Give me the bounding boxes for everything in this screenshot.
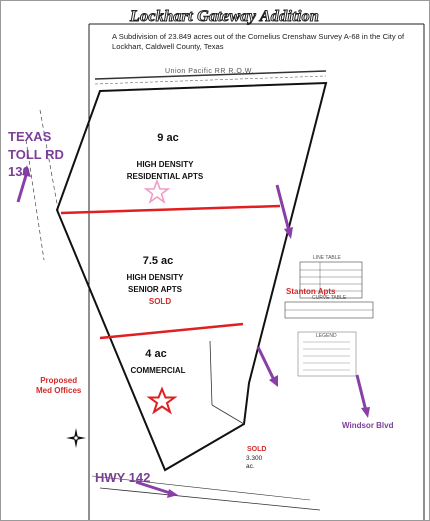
map-border — [1, 1, 430, 521]
parcel-1-use: HIGH DENSITY RESIDENTIAL APTS — [126, 160, 204, 181]
stanton-apts-label: Stanton Apts — [286, 287, 336, 296]
railroad-label: Union Pacific RR R.O.W. — [165, 68, 254, 75]
parcel-divider-1 — [61, 206, 280, 213]
line-table-title: LINE TABLE — [313, 255, 341, 261]
parcel-1-acres: 9 ac — [157, 132, 179, 144]
curve-table-title: CURVE TABLE — [312, 295, 347, 301]
residential-star-icon — [146, 181, 168, 202]
parcel-3-use: COMMERCIAL — [130, 366, 186, 375]
commercial-star-icon — [150, 389, 175, 412]
stanton-arrow-upper-icon — [277, 185, 289, 231]
parcel-3-acres: 4 ac — [145, 348, 167, 360]
parcel-2-use: HIGH DENSITY SENIOR APTS — [126, 273, 184, 294]
commercial-inner-line — [210, 341, 212, 405]
arrows — [18, 165, 370, 498]
parcel-2-acres: 7.5 ac — [142, 255, 174, 267]
legend-title: LEGEND — [316, 333, 337, 339]
parcel-2-sold-badge: SOLD — [148, 297, 172, 306]
hwy-142-label: HWY 142 — [95, 470, 151, 485]
hwy-edge — [100, 488, 320, 510]
commercial-inner-line-2 — [212, 405, 244, 424]
stanton-arrow-lower-icon — [258, 347, 274, 380]
windsor-blvd-label: Windsor Blvd — [342, 421, 394, 430]
lot-sold-acres: 3.300 ac. — [246, 455, 263, 470]
north-arrow-icon — [66, 428, 86, 448]
map-title: Lockhart Gateway Addition — [130, 8, 320, 25]
windsor-arrow-icon — [357, 375, 366, 411]
map-subtitle: A Subdivision of 23.849 acres out of the Cornelius Crenshaw Survey A-68 in the City of Lockhart, Caldwell County, Texas — [112, 32, 405, 51]
lot-sold-badge: SOLD — [247, 446, 267, 453]
curve-table — [285, 302, 373, 318]
toll-road-label: TEXAS TOLL RD 130 — [8, 129, 64, 180]
med-offices-label: Proposed Med Offices — [36, 376, 82, 396]
parcel-divider-2 — [100, 324, 243, 338]
